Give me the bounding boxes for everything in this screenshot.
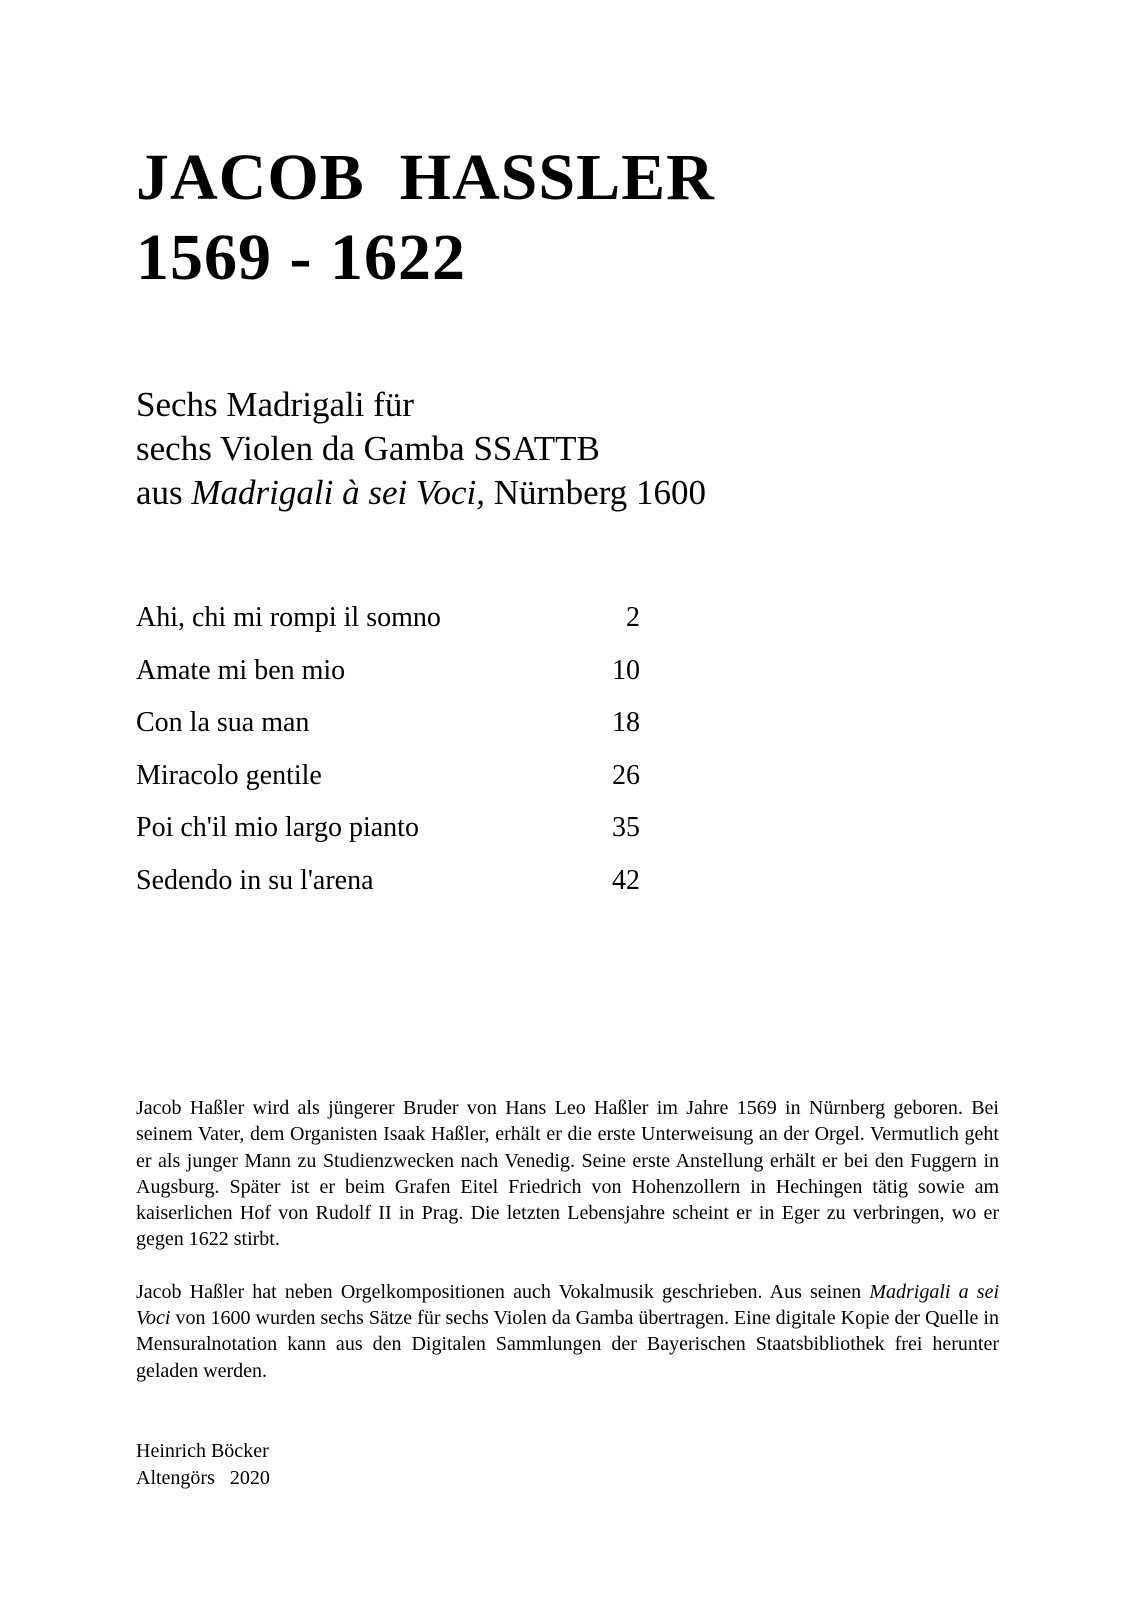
composer-name: JACOB HASSLER [136,141,715,214]
signature-name: Heinrich Böcker [136,1440,269,1462]
biography-paragraph-2-suffix: von 1600 wurden sechs Sätze für sechs Violen da Gamba übertragen. Eine digitale Kopie der Quelle in Mensuralnotation kann aus den Digitalen Sammlungen der Bayerischen Staatsbibliothek frei herunter geladen werden. [136,1307,999,1382]
biography [136,1095,999,1410]
toc-entry-page: 26 [612,759,640,791]
toc-entry-page: 2 [626,602,640,633]
toc-entry-title: Amate mi ben mio [136,654,346,686]
toc-entry [136,863,640,916]
toc-entry-page: 10 [612,654,640,686]
page-title [136,138,715,298]
toc-entry-title: Sedendo in su l'arena [136,864,374,896]
toc-entry [136,705,640,758]
subtitle-line-3-prefix: aus [136,473,192,512]
source-title: Madrigali à sei Voci, [191,473,485,512]
toc-entry [136,653,640,706]
subtitle-line-3-suffix: Nürnberg 1600 [485,473,706,512]
toc-entry-page: 18 [612,707,640,738]
toc-entry-page: 35 [612,812,640,843]
table-of-contents [136,600,640,915]
signature-place-year: Altengörs 2020 [136,1466,270,1489]
biography-paragraph-2 [136,1279,999,1384]
toc-entry-title: Ahi, chi mi rompi il somno [136,602,441,633]
toc-entry [136,810,640,863]
subtitle-line-2: sechs Violen da Gamba SSATTB [136,429,600,468]
biography-source-title: Madrigali a sei Voci [136,1280,999,1330]
biography-paragraph-2-prefix: Jacob Haßler hat neben Orgelkompositionen auch Vokalmusik geschrieben. Aus seinen [136,1280,870,1303]
toc-entry-title: Miracolo gentile [136,759,322,791]
subtitle-line-3 [136,471,706,515]
composer-years: 1569 - 1622 [136,221,466,294]
signature [136,1438,270,1491]
toc-entry-title: Con la sua man [136,707,310,738]
toc-entry-title: Poi ch'il mio largo pianto [136,812,419,843]
biography-paragraph-1: Jacob Haßler wird als jüngerer Bruder von Hans Leo Haßler im Jahre 1569 in Nürnberg geboren. Bei seinem Vater, dem Organisten Isaak Haßler, erhält er die erste Unterweisung an der Orgel. Vermutlich geht er als junger Mann zu Studienzwecken nach Venedig. Seine erste Anstellung erhält er bei den Fuggern in Augsburg. Später ist er beim Grafen Eitel Friedrich von Hohenzollern in Hechingen tätig sowie am kaiserlichen Hof von Rudolf II in Prag. Die letzten Lebensjahre scheint er in Eger zu verbringen, wo er gegen 1622 stirbt. [136,1097,999,1251]
collection-description [136,383,706,515]
subtitle-line-1: Sechs Madrigali für [136,385,414,424]
toc-entry [136,758,640,811]
toc-entry [136,600,640,653]
toc-entry-page: 42 [612,864,640,896]
